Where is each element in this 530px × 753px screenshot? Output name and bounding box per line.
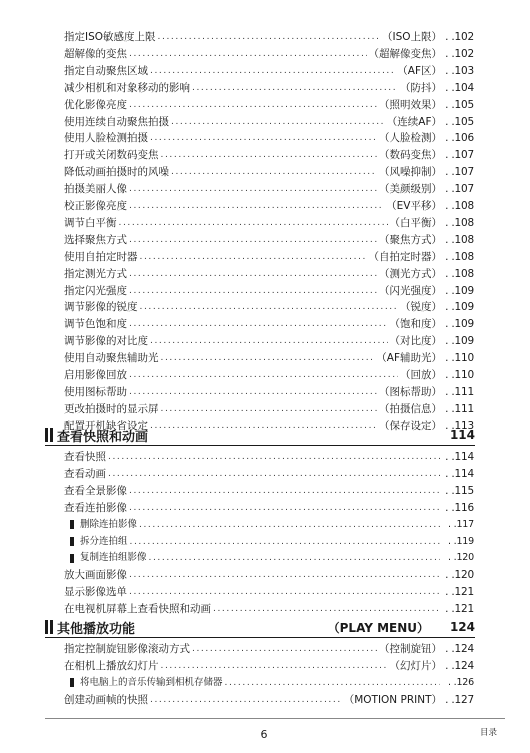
toc-entry-tag: （人脸检测）	[379, 132, 442, 145]
toc-entry-page: . .113	[445, 419, 474, 432]
section-header-play-menu[interactable]	[45, 617, 475, 638]
section-page: 124	[449, 620, 475, 634]
toc-entry-tag: （自拍定时器）	[368, 250, 442, 263]
dot-leader	[129, 97, 377, 113]
dot-leader	[129, 266, 377, 282]
dot-leader	[150, 333, 388, 349]
dot-leader	[129, 584, 440, 600]
toc-entry-label: 指定自动聚焦区域	[64, 64, 148, 77]
toc-entry-tag: （幻灯片）	[389, 659, 442, 672]
toc-entry-label: 显示影像选单	[64, 586, 127, 599]
toc-entry-label: 拍摄美丽人像	[64, 183, 127, 196]
toc-entry-page: . .109	[445, 284, 474, 297]
toc-subentry[interactable]	[70, 517, 474, 533]
dot-leader	[161, 658, 388, 674]
toc-entry-page: . .111	[445, 385, 474, 398]
bullet-icon	[70, 678, 74, 687]
toc-entry[interactable]	[64, 500, 474, 516]
dot-leader	[150, 130, 377, 146]
bullet-icon	[70, 554, 74, 563]
toc-entry[interactable]	[64, 29, 474, 45]
toc-entry-page: . .110	[445, 369, 474, 381]
toc-entry[interactable]	[64, 483, 474, 499]
toc-entry-tag: （聚焦方式）	[379, 233, 442, 246]
dot-leader	[192, 641, 377, 657]
dot-leader	[129, 198, 384, 214]
toc-entry-label: 拆分连拍组	[80, 535, 128, 547]
toc-entry[interactable]	[64, 466, 474, 482]
toc-entry[interactable]	[64, 333, 474, 349]
dot-leader	[140, 299, 399, 315]
toc-entry[interactable]	[64, 114, 474, 130]
toc-entry-page: . .108	[445, 250, 474, 263]
toc-entry-page: . .109	[445, 335, 474, 348]
toc-entry[interactable]	[64, 232, 474, 248]
toc-entry-page: . .104	[445, 81, 474, 94]
toc-entry-label: 调节色饱和度	[64, 318, 127, 331]
toc-entry-label: 打开或关闭数码变焦	[64, 149, 159, 162]
dot-leader	[171, 114, 385, 130]
toc-entry-page: . .121	[445, 603, 474, 616]
dot-leader	[129, 181, 377, 197]
dot-leader	[140, 249, 367, 265]
toc-entry-tag: （控制旋钮）	[379, 643, 442, 655]
toc-entry[interactable]	[64, 692, 474, 708]
dot-leader	[129, 500, 440, 516]
toc-entry[interactable]	[64, 80, 474, 96]
toc-entry[interactable]	[64, 215, 474, 231]
toc-entry[interactable]	[64, 641, 474, 657]
toc-entry-tag: （数码变焦）	[379, 149, 442, 162]
toc-entry[interactable]	[64, 147, 474, 163]
toc-entry-page: . .110	[445, 352, 474, 365]
toc-entry-page: . .116	[445, 501, 474, 514]
toc-entry-label: 启用影像回放	[64, 369, 127, 381]
section-title: 查看快照和动画	[57, 429, 149, 445]
toc-entry-page: . .117	[448, 518, 474, 530]
toc-entry[interactable]	[64, 601, 474, 617]
toc-entry-label: 校正影像亮度	[64, 200, 127, 212]
toc-entry[interactable]	[64, 299, 474, 315]
toc-entry-page: . .107	[445, 166, 474, 179]
toc-entry-tag: （风噪抑制）	[379, 166, 442, 179]
toc-entry[interactable]	[64, 130, 474, 146]
dot-leader	[130, 534, 440, 550]
toc-entry-tag: （测光方式）	[379, 267, 442, 280]
toc-entry-tag: （连续AF）	[386, 115, 442, 128]
section-marker-icon	[45, 620, 53, 634]
toc-entry-page: . .102	[445, 47, 474, 60]
dot-leader	[129, 384, 377, 400]
toc-entry[interactable]	[64, 584, 474, 600]
toc-entry[interactable]	[64, 316, 474, 332]
toc-entry-label: 查看连拍影像	[64, 501, 127, 514]
dot-leader	[129, 232, 377, 248]
toc-entry[interactable]	[64, 384, 474, 400]
toc-entry-page: . .108	[445, 233, 474, 246]
toc-entry[interactable]	[64, 198, 474, 214]
toc-entry-label: 查看动画	[64, 467, 106, 480]
dot-leader	[150, 63, 395, 79]
toc-entry-label: 使用图标帮助	[64, 385, 127, 398]
dot-leader	[158, 29, 380, 45]
toc-entry-label: 复制连拍组影像	[80, 552, 147, 564]
toc-entry-tag: （回放）	[400, 369, 442, 381]
dot-leader	[171, 164, 377, 180]
toc-entry[interactable]	[64, 350, 474, 366]
toc-entry[interactable]	[64, 63, 474, 79]
section-page: 114	[449, 428, 475, 442]
dot-leader	[129, 483, 440, 499]
toc-entry-page: . .126	[448, 676, 474, 688]
footer-contents-label[interactable]: 目录	[480, 728, 498, 738]
toc-entry-page: . .108	[445, 216, 474, 229]
toc-entry-page: . .105	[445, 115, 474, 128]
toc-entry-label: 使用人脸检测拍摄	[64, 132, 148, 145]
toc-entry-label: 指定测光方式	[64, 267, 127, 280]
toc-entry-tag: （AF区）	[397, 64, 442, 77]
bullet-icon	[70, 537, 74, 546]
section-marker-icon	[45, 428, 53, 442]
section-subtitle: （PLAY MENU）	[327, 620, 429, 635]
toc-entry-page: . .115	[445, 484, 474, 497]
toc-entry-label: 将电脑上的音乐传输到相机存储器	[80, 676, 223, 688]
dot-leader	[161, 350, 375, 366]
toc-entry-tag: （照明效果）	[379, 98, 442, 111]
dot-leader	[149, 550, 440, 566]
dot-leader	[119, 215, 388, 231]
toc-entry-page: . .106	[445, 132, 474, 145]
toc-entry-tag: （图标帮助）	[379, 385, 442, 398]
toc-entry-page: . .108	[445, 267, 474, 280]
toc-entry-label: 创建动画帧的快照	[64, 693, 148, 706]
footer-divider	[45, 718, 505, 719]
toc-entry-label: 在电视机屏幕上查看快照和动画	[64, 603, 211, 616]
section-title: 其他播放功能	[57, 621, 136, 637]
toc-entry-page: . .114	[445, 451, 474, 463]
toc-entry[interactable]	[64, 266, 474, 282]
toc-entry-tag: （美颜级别）	[379, 183, 442, 196]
toc-entry-page: . .119	[448, 535, 474, 547]
toc-entry-page: . .120	[448, 552, 474, 564]
toc-entry[interactable]	[64, 181, 474, 197]
toc-entry-tag: （EV平移）	[386, 200, 442, 212]
dot-leader	[150, 692, 342, 708]
dot-leader	[108, 449, 440, 465]
toc-entry[interactable]	[64, 46, 474, 62]
toc-entry-label: 使用自动聚焦辅助光	[64, 352, 159, 365]
toc-entry-label: 在相机上播放幻灯片	[64, 659, 159, 672]
toc-entry-page: . .127	[445, 693, 474, 706]
toc-subentry[interactable]	[70, 550, 474, 566]
toc-entry-label: 更改拍摄时的显示屏	[64, 402, 159, 415]
toc-entry-label: 指定闪光强度	[64, 284, 127, 297]
dot-leader	[129, 283, 377, 299]
toc-entry-label: 使用连续自动聚焦拍摄	[64, 115, 169, 128]
toc-entry-page: . .103	[445, 64, 474, 77]
toc-entry-page: . .111	[445, 402, 474, 415]
toc-entry-label: 指定控制旋钮影像滚动方式	[64, 643, 190, 655]
toc-entry-page: . .124	[445, 659, 474, 672]
toc-entry-page: . .114	[445, 467, 474, 480]
toc-subentry[interactable]	[70, 534, 474, 550]
toc-entry[interactable]	[64, 401, 474, 417]
toc-entry-tag: （拍摄信息）	[379, 402, 442, 415]
toc-entry-page: . .120	[445, 569, 474, 582]
toc-entry-page: . .105	[445, 98, 474, 111]
toc-entry-tag: （饱和度）	[389, 318, 442, 331]
dot-leader	[129, 46, 367, 62]
toc-entry-label: 配置开机缺省设定	[64, 419, 148, 432]
dot-leader	[192, 80, 398, 96]
toc-entry-page: . .107	[445, 149, 474, 162]
toc-entry-page: . .124	[445, 643, 474, 655]
toc-entry-page: . .108	[445, 200, 474, 212]
page-number: 6	[260, 728, 268, 741]
toc-entry-label: 超解像的变焦	[64, 47, 127, 60]
toc-entry[interactable]	[64, 449, 474, 465]
toc-entry[interactable]	[64, 658, 474, 674]
toc-entry-tag: （对比度）	[389, 335, 442, 348]
dot-leader	[129, 367, 398, 383]
dot-leader	[213, 601, 440, 617]
toc-entry-tag: （超解像变焦）	[368, 47, 442, 60]
toc-entry[interactable]	[64, 283, 474, 299]
toc-entry-label: 优化影像亮度	[64, 98, 127, 111]
toc-entry-page: . .109	[445, 318, 474, 331]
toc-entry-label: 指定ISO敏感度上限	[64, 31, 156, 43]
toc-entry-page: . .102	[445, 31, 474, 43]
dot-leader	[225, 675, 440, 691]
toc-entry-label: 选择聚焦方式	[64, 233, 127, 246]
dot-leader	[161, 401, 378, 417]
toc-entry-label: 调节影像的锐度	[64, 301, 138, 314]
toc-entry-label: 使用自拍定时器	[64, 250, 138, 263]
toc-entry-label: 放大画面影像	[64, 569, 127, 582]
toc-entry-label: 调节影像的对比度	[64, 335, 148, 348]
toc-entry-tag: （锐度）	[400, 301, 442, 314]
toc-entry-page: . .107	[445, 183, 474, 196]
toc-entry-label: 查看快照	[64, 451, 106, 463]
toc-entry-tag: （白平衡）	[389, 216, 442, 229]
toc-entry[interactable]	[64, 367, 474, 383]
toc-entry-tag: （防抖）	[400, 81, 442, 94]
toc-entry-label: 查看全景影像	[64, 484, 127, 497]
toc-entry[interactable]	[64, 249, 474, 265]
toc-entry-label: 调节白平衡	[64, 216, 117, 229]
toc-subentry[interactable]	[70, 675, 474, 691]
bullet-icon	[70, 520, 74, 529]
toc-entry-tag: （AF辅助光）	[376, 352, 442, 365]
dot-leader	[129, 316, 388, 332]
section-header-view[interactable]	[45, 425, 475, 446]
dot-leader	[161, 147, 378, 163]
toc-entry-tag: （MOTION PRINT）	[343, 693, 442, 706]
toc-entry[interactable]	[64, 567, 474, 583]
toc-entry-label: 减少相机和对象移动的影响	[64, 81, 190, 94]
toc-entry-page: . .121	[445, 586, 474, 599]
dot-leader	[139, 517, 440, 533]
toc-entry-tag: （闪光强度）	[379, 284, 442, 297]
toc-entry-label: 降低动画拍摄时的风噪	[64, 166, 169, 179]
toc-entry[interactable]	[64, 164, 474, 180]
toc-entry-tag: （ISO上限）	[381, 31, 442, 43]
toc-entry-tag: （保存设定）	[379, 419, 442, 432]
toc-entry-page: . .109	[445, 301, 474, 314]
toc-entry-label: 删除连拍影像	[80, 518, 138, 530]
dot-leader	[108, 466, 440, 482]
dot-leader	[129, 567, 440, 583]
toc-entry[interactable]	[64, 97, 474, 113]
